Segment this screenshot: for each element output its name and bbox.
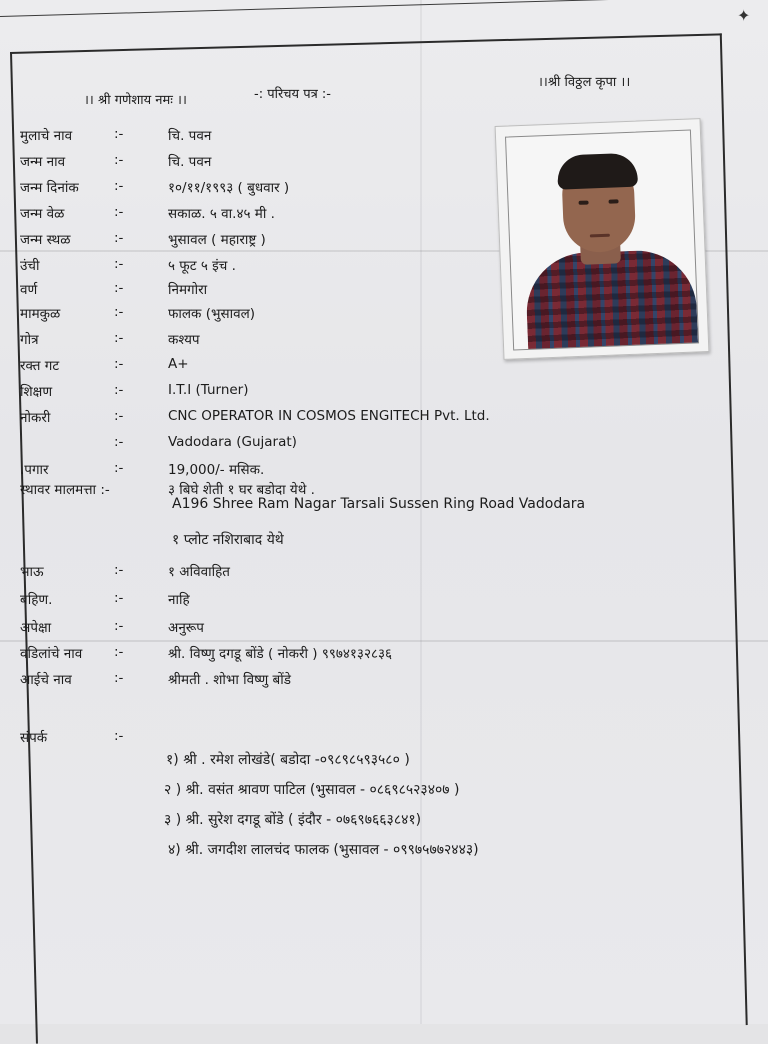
field-separator: :- bbox=[114, 356, 124, 372]
field-separator: :- bbox=[114, 256, 124, 272]
field-separator: :- bbox=[114, 126, 124, 142]
header-left: ।। श्री गणेशाय नमः ।। bbox=[84, 93, 187, 108]
field-label: अपेक्षा bbox=[20, 620, 52, 636]
field-separator: :- bbox=[114, 304, 124, 320]
family-row bbox=[20, 562, 660, 584]
field-separator: :- bbox=[114, 562, 124, 578]
field-separator: :- bbox=[114, 618, 124, 634]
field-value: फालक (भुसावल) bbox=[168, 306, 256, 322]
field-separator: :- bbox=[114, 330, 124, 346]
field-separator: :- bbox=[114, 408, 124, 424]
field-separator: :- bbox=[114, 460, 124, 476]
eye-shape bbox=[608, 199, 618, 203]
field-label: मामकुळ bbox=[20, 306, 61, 322]
field-separator: :- bbox=[114, 230, 124, 246]
contact-item: २ ) श्री. वसंत श्रावण पाटिल (भुसावल - ०८६९८५२३४०७ ) bbox=[164, 782, 460, 798]
field-label: जन्म वेळ bbox=[20, 206, 65, 222]
field-value: अनुरूप bbox=[168, 620, 204, 636]
shirt-shape bbox=[525, 248, 699, 350]
field-label: बहिण. bbox=[20, 592, 53, 608]
field-separator: :- bbox=[114, 590, 124, 606]
family-row bbox=[20, 644, 660, 666]
header-title: -: परिचय पत्र :- bbox=[254, 87, 331, 102]
contact-item: ३ ) श्री. सुरेश दगडू बोंडे ( इंदौर - ०७६९७६६३८४१) bbox=[164, 812, 422, 828]
field-label: जन्म नाव bbox=[20, 154, 66, 170]
field-value: ३ बिघे शेती १ घर बडोदा येथे . bbox=[168, 482, 315, 498]
field-value: Vadodara (Gujarat) bbox=[168, 434, 297, 450]
field-label: भाऊ bbox=[20, 564, 44, 580]
eye-shape bbox=[579, 200, 589, 204]
field-value: 19,000/- मसिक. bbox=[168, 462, 265, 478]
field-label: जन्म स्थळ bbox=[20, 232, 71, 248]
contact-heading bbox=[20, 728, 660, 750]
field-value: कश्यप bbox=[168, 332, 200, 348]
field-value: भुसावल ( महाराष्ट्र ) bbox=[168, 232, 266, 248]
contact-item: १) श्री . रमेश लोखंडे( बडोदा -०९८९८५९३५८० ) bbox=[166, 752, 410, 768]
field-label: आईचे नाव bbox=[20, 672, 72, 688]
property-line: A196 Shree Ram Nagar Tarsali Sussen Ring Road Vadodara bbox=[172, 496, 586, 512]
field-separator: :- bbox=[114, 280, 124, 296]
field-label: .पगार bbox=[20, 462, 49, 478]
field-separator: :- bbox=[114, 644, 124, 660]
field-value: चि. पवन bbox=[168, 154, 212, 170]
field-label: रक्त गट bbox=[20, 358, 60, 374]
field-separator: :- bbox=[114, 670, 124, 686]
profile-photo bbox=[495, 118, 710, 360]
contact-label: संपर्क bbox=[20, 730, 48, 746]
field-label: शिक्षण bbox=[20, 384, 53, 400]
field-row bbox=[20, 356, 660, 378]
family-row bbox=[20, 590, 660, 612]
field-row bbox=[20, 408, 660, 430]
field-row bbox=[20, 382, 660, 404]
field-value: श्री. विष्णु दगडू बोंडे ( नोकरी ) ९९७४१३२८३६ bbox=[168, 646, 393, 662]
property-line: १ प्लोट नशिराबाद येथे bbox=[172, 532, 284, 548]
field-label: गोत्र bbox=[20, 332, 39, 348]
field-label: जन्म दिनांक bbox=[20, 180, 79, 196]
field-label: स्थावर मालमत्ता :- bbox=[20, 482, 110, 498]
header-right: ।।श्री विठ्ठल कृपा ।। bbox=[538, 75, 631, 90]
field-row bbox=[20, 460, 660, 482]
top-rule bbox=[0, 0, 700, 17]
field-value: नाहि bbox=[168, 592, 190, 608]
contact-item: ४) श्री. जगदीश लालचंद फालक (भुसावल - ०९९७५७७२४४३) bbox=[168, 842, 479, 858]
family-row bbox=[20, 670, 660, 692]
field-value: निमगोरा bbox=[168, 282, 208, 298]
field-label: नोकरी bbox=[20, 410, 51, 426]
portrait-image bbox=[505, 130, 699, 351]
field-value: चि. पवन bbox=[168, 128, 212, 144]
field-value: I.T.I (Turner) bbox=[168, 382, 249, 398]
field-value: १०/११/१९९३ ( बुधवार ) bbox=[168, 180, 290, 196]
field-label: मुलाचे नाव bbox=[20, 128, 73, 144]
corner-mark-icon: ✦ bbox=[737, 6, 751, 25]
field-value: ५ फूट ५ इंच . bbox=[168, 258, 236, 274]
field-separator: :- bbox=[114, 434, 124, 450]
field-label: वर्ण bbox=[20, 282, 38, 298]
field-row bbox=[20, 434, 660, 456]
field-value: A+ bbox=[168, 356, 189, 372]
field-label: वडिलांचे नाव bbox=[20, 646, 83, 662]
field-separator: :- bbox=[114, 178, 124, 194]
field-separator: :- bbox=[114, 728, 124, 744]
field-value: श्रीमती . शोभा विष्णु बोंडे bbox=[168, 672, 291, 688]
field-value: CNC OPERATOR IN COSMOS ENGITECH Pvt. Ltd. bbox=[168, 408, 490, 424]
field-value: १ अविवाहित bbox=[168, 564, 230, 580]
hair-shape bbox=[557, 153, 638, 190]
field-separator: :- bbox=[114, 204, 124, 220]
family-row bbox=[20, 618, 660, 640]
field-label: उंची bbox=[20, 258, 40, 274]
field-value: सकाळ. ५ वा.४५ मी . bbox=[168, 206, 275, 222]
field-separator: :- bbox=[114, 152, 124, 168]
field-separator: :- bbox=[114, 382, 124, 398]
